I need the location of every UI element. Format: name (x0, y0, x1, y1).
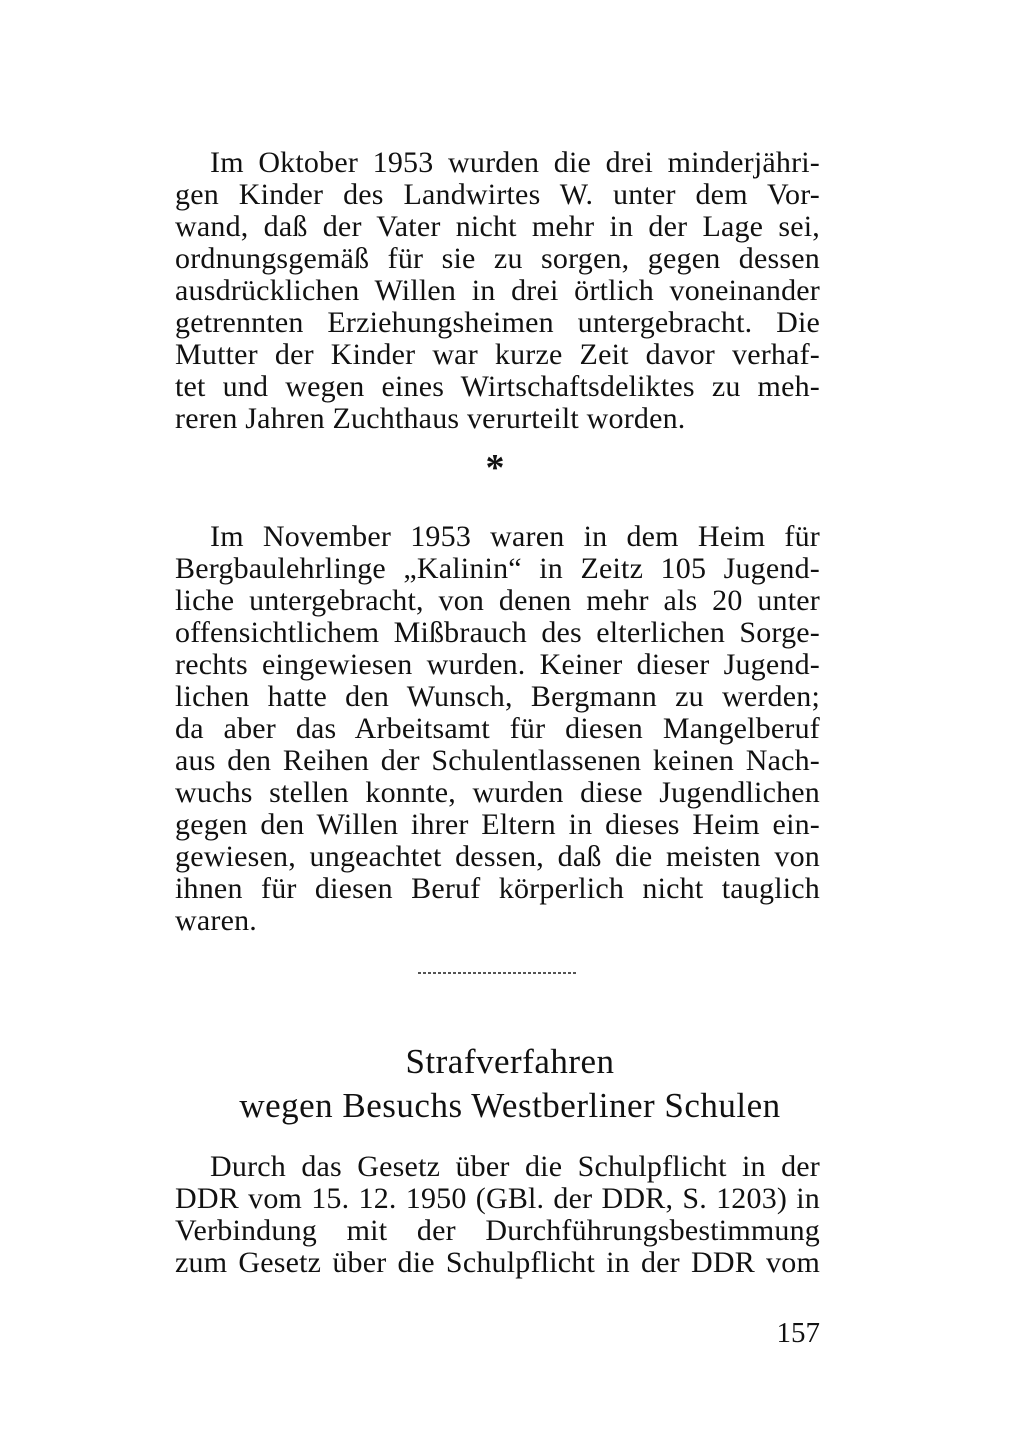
heading-line-2: wegen Besuchs Westberliner Schulen (239, 1086, 781, 1125)
text-line: da aber das Arbeitsamt für diesen Mangelberuf (175, 712, 820, 745)
text-line: zum Gesetz über die Schulpflicht in der DDR vom (175, 1246, 820, 1279)
text-line: Mutter der Kinder war kurze Zeit davor verhaf- (175, 338, 820, 371)
text-line: Bergbaulehrlinge „Kalinin“ in Zeitz 105 Jugend- (175, 552, 820, 585)
text-line: Im Oktober 1953 wurden die drei minderjähri- (210, 146, 820, 179)
text-line: Durch das Gesetz über die Schulpflicht in der (210, 1150, 820, 1183)
text-line: ihnen für diesen Beruf körperlich nicht tauglich (175, 872, 820, 905)
text-line: wuchs stellen konnte, wurden diese Jugendlichen (175, 776, 820, 809)
text-line: ordnungsgemäß für sie zu sorgen, gegen dessen (175, 242, 820, 275)
text-line: waren. (175, 904, 257, 937)
text-line: wand, daß der Vater nicht mehr in der Lage sei, (175, 210, 820, 243)
text-line: rechts eingewiesen wurden. Keiner dieser Jugend- (175, 648, 820, 681)
text-line: lichen hatte den Wunsch, Bergmann zu werden; (175, 680, 820, 713)
text-line: offensichtlichem Mißbrauch des elterlichen Sorge- (175, 616, 820, 649)
section-divider (418, 972, 578, 974)
text-line: getrennten Erziehungsheimen untergebracht. Die (175, 306, 820, 339)
text-line: DDR vom 15. 12. 1950 (GBl. der DDR, S. 1203) in (175, 1182, 820, 1215)
asterisk-separator: * (485, 447, 505, 489)
text-line: reren Jahren Zuchthaus verurteilt worden. (175, 402, 686, 435)
text-line: ausdrücklichen Willen in drei örtlich voneinander (175, 274, 820, 307)
text-line: aus den Reihen der Schulentlassenen keinen Nach- (175, 744, 820, 777)
text-line: tet und wegen eines Wirtschaftsdeliktes zu meh- (175, 370, 820, 403)
text-line: gegen den Willen ihrer Eltern in dieses Heim ein- (175, 808, 820, 841)
heading-line-1: Strafverfahren (405, 1042, 615, 1081)
text-line: gen Kinder des Landwirtes W. unter dem Vor- (175, 178, 820, 211)
text-line: Im November 1953 waren in dem Heim für (210, 520, 820, 553)
text-line: Verbindung mit der Durchführungsbestimmung (175, 1214, 820, 1247)
text-line: gewiesen, ungeachtet dessen, daß die meisten von (175, 840, 820, 873)
page-number: 157 (776, 1317, 820, 1349)
text-line: liche untergebracht, von denen mehr als 20 unter (175, 584, 820, 617)
